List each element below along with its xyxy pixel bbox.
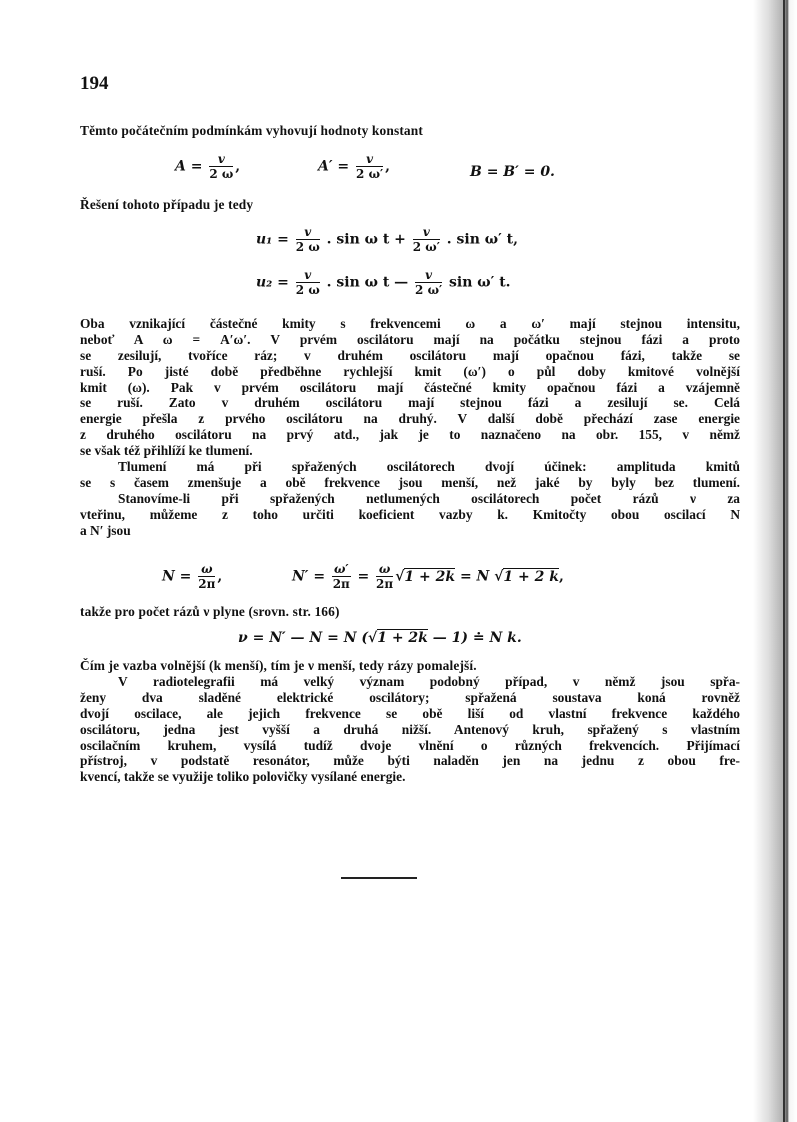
solution-intro: Řešení tohoto případu je tedy [80, 197, 254, 212]
text-line: kmit (ω). Pak v prvém oscilátoru mají částečné kmity opačnou fázi a vzájemně [80, 379, 740, 395]
formula-N: N = $\frac{\omega}{2\pi}$ , [162, 562, 223, 591]
text-line: se však též přihlíží ke tlumení. [80, 443, 253, 459]
text-line: energie přešla z prvého oscilátoru na druhý. V další době přechází zase energie [80, 411, 740, 427]
beats-intro: takže pro počet rázů ν plyne (srovn. str. 166) [80, 604, 340, 619]
text-line: a N′ jsou [80, 522, 131, 538]
text-line: ženy dva sladěné elektrické oscilátory; spřažená soustava koná rovněž [80, 689, 740, 705]
text-line: kvencí, takže se využije toliko polovičky vysílané energie. [80, 769, 406, 785]
intro-line: Těmto počátečním podmínkám vyhovují hodnoty konstant [80, 123, 423, 138]
text-line: Oba vznikající částečné kmity s frekvencemi ω a ω′ mají stejnou intensitu, [80, 316, 740, 331]
text-line: vteřinu, můžeme z toho určiti koeficient vazby k. Kmitočty obou oscilací N [80, 506, 740, 522]
text-line: přístroj, v podstatě resonátor, může býti naladěn jen na jednu z obou fre- [80, 753, 740, 769]
paragraph-coupling: Čím je vazba volnější (k menší), tím je ν menší, tedy rázy pomalejší. [80, 658, 477, 673]
paragraph-oscillation [80, 316, 740, 538]
equation-u1: u₁ = $\frac{v}{2 \omega}$ . sin ω t + $\frac{v}{2 \omega'}$ . sin ω′ t, [256, 225, 519, 254]
formula-beats: ν = N′ — N = N (√1 + 2k — 1) ≐ N k. [238, 630, 522, 646]
equation-u2: u₂ = $\frac{v}{2 \omega}$ . sin ω t — $\frac{v}{2 \omega'}$ sin ω′ t. [256, 268, 511, 297]
text-line: z druhého oscilátoru na prvý atd., jak je to naznačeno na obr. 155, v němž [80, 427, 740, 443]
text-line: se s časem zmenšuje a obě frekvence jsou menší, než jaké by byly bez tlumení. [80, 474, 740, 490]
formula-A: A = $\frac{v}{2 \omega}$ , [175, 152, 241, 181]
paragraph-radiotelegraphy [80, 674, 740, 785]
text-line: oscilačním kruhem, vysílá tudíž dvoje vlnění o různých frekvencích. Přijímací [80, 737, 740, 753]
text-line: neboť A ω = A′ω′. V prvém oscilátoru mají na počátku stejnou fázi a proto [80, 331, 740, 347]
text-line: oscilátoru, jedna jest vyšší a druhá nižší. Antenový kruh, spřažený s vlastním [80, 721, 740, 737]
book-spine-edge [783, 0, 785, 1122]
book-gutter-shadow [753, 0, 797, 1122]
section-end-rule [341, 877, 417, 879]
text-line: se ruší. Zato v druhém oscilátoru mají stejnou fázi a zesilují se. Celá [80, 395, 740, 411]
page-number: 194 [80, 73, 109, 94]
formula-B: B = B′ = 0. [470, 164, 555, 180]
formula-A-prime: A′ = $\frac{v}{2 \omega'}$ , [318, 152, 391, 181]
text-line: se zesilují, tvoříce ráz; v druhém oscilátoru mají opačnou fázi, takže se [80, 347, 740, 363]
text-line: Tlumení má při spřažených oscilátorech dvojí účinek: amplituda kmitů [118, 459, 740, 475]
text-line: V radiotelegrafii má velký význam podobný případ, v němž jsou spřa- [118, 674, 740, 689]
text-line: ruší. Po jisté době předběhne rychlejší kmit (ω′) o půl doby kmitové volnější [80, 363, 740, 379]
formula-N-prime: N′ = $\frac{\omega'}{2\pi}$ = $\frac{\omega}{2\pi}$ √1 + 2k = N √1 + 2 k, [292, 562, 564, 591]
text-line: Stanovíme-li při spřažených netlumených oscilátorech počet rázů ν za [118, 490, 740, 506]
text-line: dvojí oscilace, ale jejich frekvence se obě liší od vlastní frekvence každého [80, 705, 740, 721]
